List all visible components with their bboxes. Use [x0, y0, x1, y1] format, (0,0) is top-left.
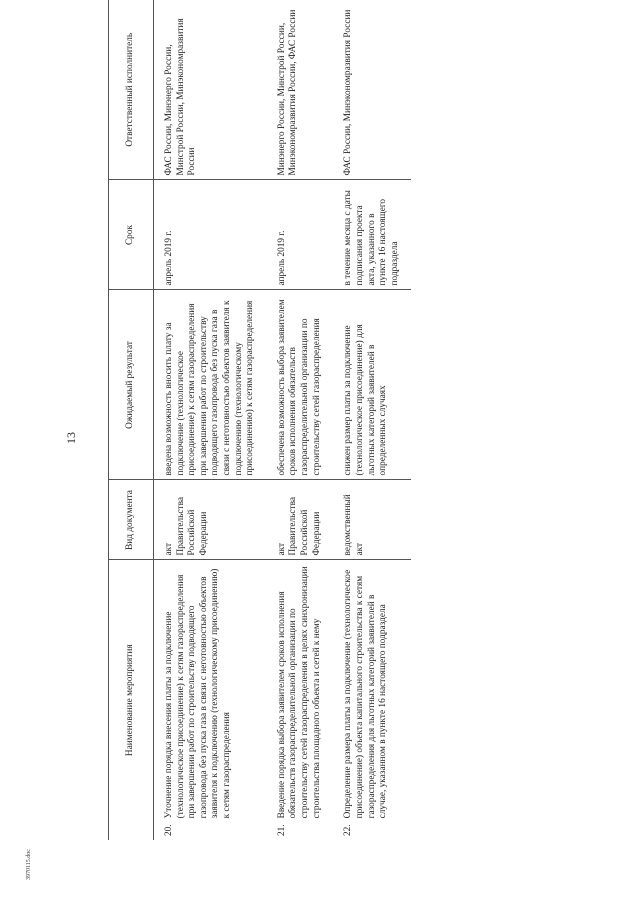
- cell-term: апрель 2019 г.: [267, 180, 333, 290]
- header-responsible: Ответственный исполнитель: [109, 0, 154, 180]
- cell-result: обеспечена возможность выбора заявителем сроков исполнения обязательств газораспределительной организации по строительству сетей газораспределения: [267, 290, 333, 480]
- table-row: [267, 0, 333, 840]
- row-number: 21.: [276, 824, 287, 836]
- cell-term: в течение месяца с даты подписания проекта акта, указанного в пункте 16 настоящего подраздела: [333, 180, 411, 290]
- document-footer: 3970115.doc: [26, 849, 32, 880]
- row-number: 20.: [164, 824, 174, 836]
- header-result: Ожидаемый результат: [109, 290, 154, 480]
- cell-name: [154, 560, 267, 840]
- cell-doc-type: акт Правительства Российской Федерации: [267, 480, 333, 560]
- header-term: Срок: [109, 180, 154, 290]
- measure-name: Определение размера платы за подключение (технологическое присоединение) объекта капитального строительства к сетям газораспределения для льготных категорий заявителей в случае, указанном в пункте 16 настоящего подраздела: [343, 569, 389, 819]
- cell-doc-type: акт Правительства Российской Федерации: [154, 480, 267, 560]
- cell-name: [267, 560, 333, 840]
- cell-name: [333, 560, 411, 840]
- measures-table-rotated: [108, 0, 630, 840]
- cell-result: введена возможность вносить плату за подключение (технологическое присоединение) к сетям газораспределения при завершении работ по строительству подводящего газопровода без пуска газа в связи с неготовностью объектов заявителя к подключению (технологическому присоединению) к сетям газораспределения: [154, 290, 267, 480]
- table-header-row: [109, 0, 154, 840]
- page-number: 13: [64, 432, 78, 444]
- table-row: [333, 0, 411, 840]
- cell-term: апрель 2019 г.: [154, 180, 267, 290]
- measures-table: [108, 0, 411, 840]
- measure-name: Введение порядка выбора заявителем сроков исполнения обязательств газораспределительной организации по строительству сетей газораспределения в целях синхронизации строительства площадного объекта и сетей к нему: [276, 566, 322, 819]
- cell-doc-type: ведомственный акт: [333, 480, 411, 560]
- measure-name: Уточнение порядка внесения платы за подключение (технологическое присоединение) к сетям газораспределения при завершении работ по строительству подводящего газопровода без пуска газа в связи с неготовностью объектов заявителя к подключению (технологическому присоединению) к сетям газораспределения: [164, 568, 233, 819]
- row-number: 22.: [343, 824, 354, 836]
- table-row: [154, 0, 267, 840]
- header-doc-type: Вид документа: [109, 480, 154, 560]
- cell-responsible: ФАС России, Минэкономразвития России: [333, 0, 411, 180]
- cell-responsible: Минэнерго России, Минстрой России, Минэкономразвития России, ФАС России: [267, 0, 333, 180]
- cell-responsible: ФАС России, Минэнерго России, Минстрой России, Минэкономразвития России: [154, 0, 267, 180]
- header-name: Наименование мероприятия: [109, 560, 154, 840]
- cell-result: снижен размер платы за подключение (технологическое присоединение) для льготных категорий заявителей в определенных случаях: [333, 290, 411, 480]
